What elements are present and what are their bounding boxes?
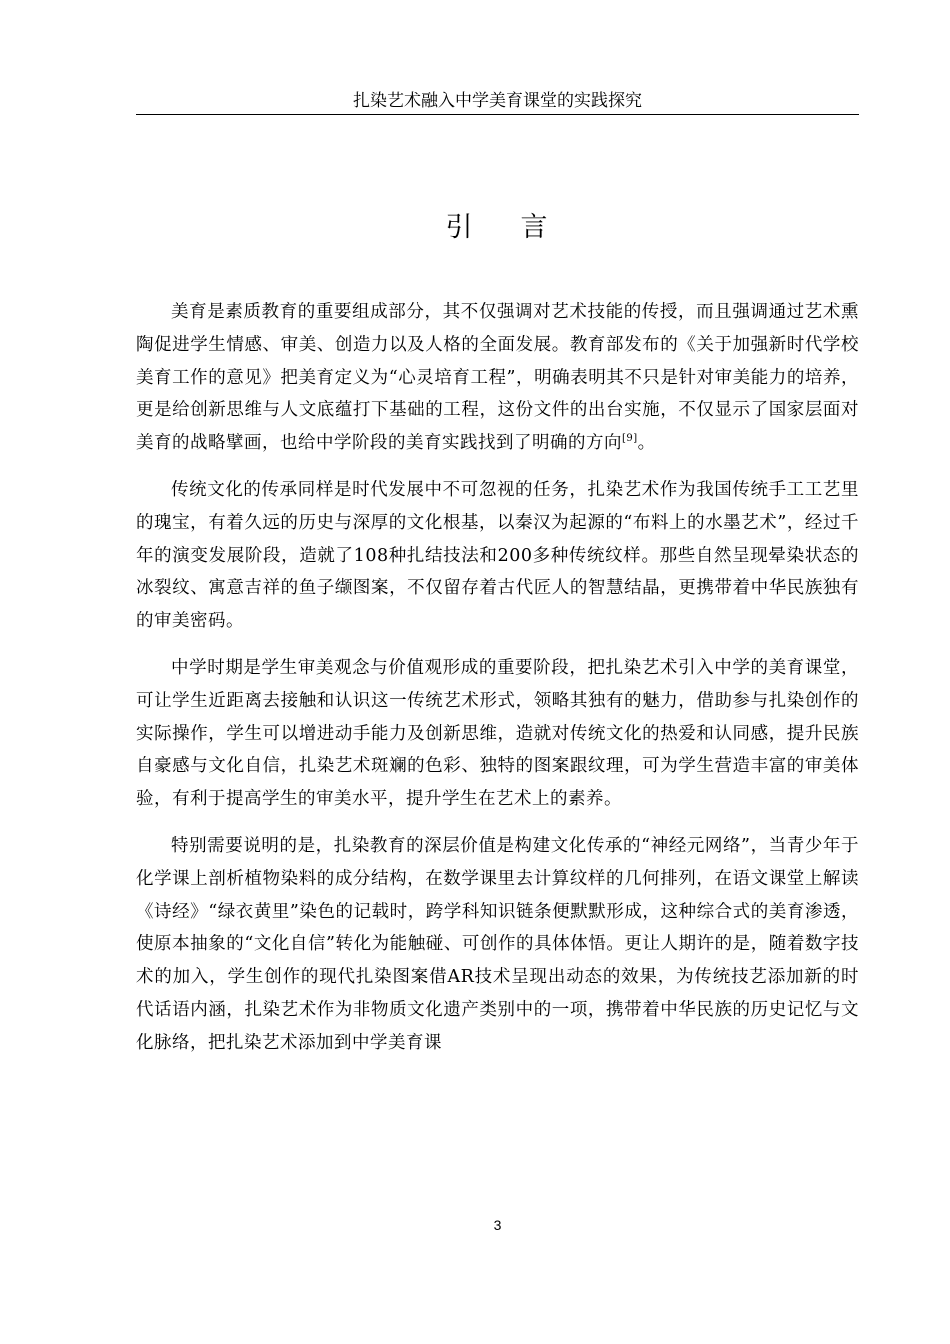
running-header-title: 扎染艺术融入中学美育课堂的实践探究 — [353, 91, 642, 111]
paragraph-1-end: 。 — [637, 433, 656, 454]
paragraph-4: 特别需要说明的是，扎染教育的深层价值是构建文化传承的“神经元网络”，当青少年于化学课上剖析植物染料的成分结构，在数学课里去计算纹样的几何排列，在语文课堂上解读《诗经》“绿衣黄里”染色的记载时，跨学科知识链条便默默形成，这种综合式的美育渗透，使原本抽象的“文化自信”转化为能触碰、可创作的具体体悟。更让人期许的是，随着数字技术的加入，学生创作的现代扎染图案借AR技术呈现出动态的效果，为传统技艺添加新的时代话语内涵，扎染艺术作为非物质文化遗产类别中的一项，携带着中华民族的历史记忆与文化脉络，把扎染艺术添加到中学美育课 — [136, 835, 859, 1053]
section-heading-char-2: 言 — [520, 212, 550, 243]
header-rule — [136, 114, 859, 115]
paragraph-3: 中学时期是学生审美观念与价值观形成的重要阶段，把扎染艺术引入中学的美育课堂，可让学生近距离去接触和认识这一传统艺术形式，领略其独有的魅力，借助参与扎染创作的实际操作，学生可以增进动手能力及创新思维，造就对传统文化的热爱和认同感，提升民族自豪感与文化自信，扎染艺术斑斓的色彩、独特的图案跟纹理，可为学生营造丰富的审美体验，有利于提高学生的审美水平，提升学生在艺术上的素养。 — [136, 657, 859, 810]
section-heading — [136, 206, 859, 250]
page-number: 3 — [493, 1217, 502, 1233]
paragraph-1 — [136, 296, 859, 460]
paragraph-2: 传统文化的传承同样是时代发展中不可忽视的任务，扎染艺术作为我国传统手工工艺里的瑰宝，有着久远的历史与深厚的文化根基，以秦汉为起源的“布料上的水墨艺术”，经过千年的演变发展阶段，造就了108种扎结技法和200多种传统纹样。那些自然呈现晕染状态的冰裂纹、寓意吉祥的鱼子缬图案，不仅留存着古代匠人的智慧结晶，更携带着中华民族独有的审美密码。 — [136, 479, 859, 632]
section-heading-char-1: 引 — [445, 212, 475, 243]
running-header — [136, 88, 859, 114]
paragraph-1-text: 美育是素质教育的重要组成部分，其不仅强调对艺术技能的传授，而且强调通过艺术熏陶促进学生情感、审美、创造力以及人格的全面发展。教育部发布的《关于加强新时代学校美育工作的意见》把美育定义为“心灵培育工程”，明确表明其不只是针对审美能力的培养，更是给创新思维与人文底蕴打下基础的工程，这份文件的出台实施，不仅显示了国家层面对美育的战略擘画，也给中学阶段的美育实践找到了明确的方向 — [136, 302, 859, 454]
citation-ref: [9] — [622, 433, 638, 445]
body-text — [136, 296, 859, 1074]
